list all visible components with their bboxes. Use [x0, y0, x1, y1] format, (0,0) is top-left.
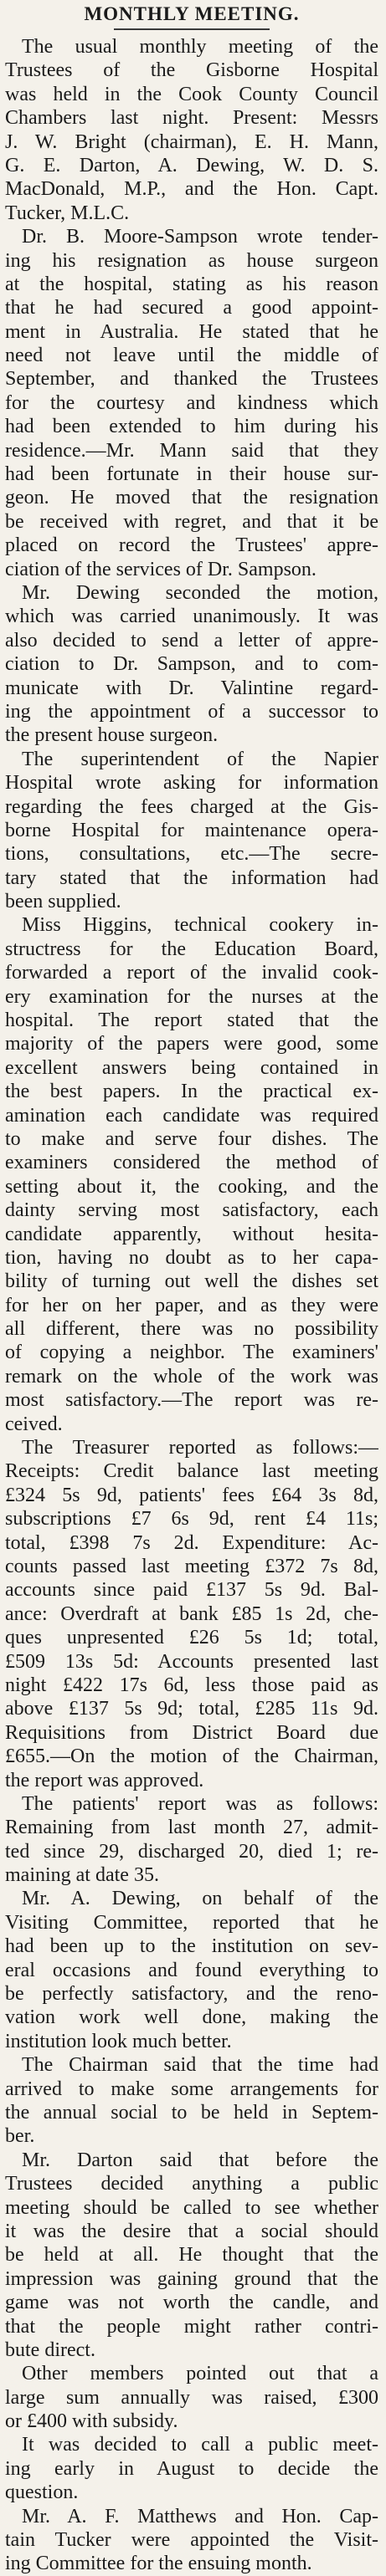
text-line: that he had secured a good appoint-	[5, 297, 378, 319]
text-line: be held at all. He thought that the	[5, 2244, 378, 2267]
text-line: to make and serve four dishes. The	[5, 1127, 378, 1150]
text-line: of copying a neighbor. The examiners'	[5, 1342, 378, 1364]
text-line: had been fortunate in their house sur-	[5, 463, 378, 486]
text-line: structress for the Education Board,	[5, 938, 378, 960]
text-line: was held in the Cook County Council	[5, 83, 378, 105]
text-line: the annual social to be held in Septem-	[5, 2101, 378, 2124]
text-line: total, £398 7s 2d. Expenditure: Ac-	[5, 1531, 378, 1554]
text-line: Remaining from last month 27, admit-	[5, 1817, 378, 1839]
text-line: ceived.	[5, 1413, 63, 1435]
text-line: all different, there was no possibility	[5, 1318, 378, 1341]
text-line: ance: Overdraft at bank £85 1s 2d, che-	[5, 1602, 378, 1625]
article-paragraph	[5, 913, 378, 1436]
text-line: The Treasurer reported as follows:—	[22, 1437, 378, 1459]
text-line: It was decided to call a public meet-	[22, 2434, 378, 2456]
text-line: £655.—On the motion of the Chairman,	[5, 1745, 378, 1768]
text-line: majority of the papers were good, some	[5, 1033, 378, 1055]
text-line: vation work well done, making the	[5, 2006, 378, 2029]
text-line: municate with Dr. Valintine regard-	[5, 677, 378, 699]
text-line: at the hospital, stating as his reason	[5, 273, 378, 295]
article-paragraph	[5, 2149, 378, 2363]
text-line: Other members pointed out that a	[22, 2363, 378, 2385]
text-line: the present house surgeon.	[5, 724, 219, 747]
text-line: The superintendent of the Napier	[22, 748, 378, 770]
text-line: ing the appointment of a successor to	[5, 700, 378, 723]
text-line: geon. He moved that the resignation	[5, 487, 378, 509]
text-line: dainty serving most satisfactory, each	[5, 1199, 378, 1222]
text-line: ment in Australia. He stated that he	[5, 320, 378, 343]
text-line: Mr. Darton said that before the	[22, 2149, 378, 2171]
text-line: Mr. A. F. Matthews and Hon. Cap-	[22, 2505, 378, 2527]
text-line: ques unpresented £26 5s 1d; total,	[5, 1627, 378, 1649]
article-paragraph	[5, 748, 378, 914]
text-line: MacDonald, M.P., and the Hon. Capt.	[5, 178, 378, 201]
text-line: it was the desire that a social should	[5, 2220, 378, 2242]
article-paragraph	[5, 225, 378, 581]
text-line: Chambers last night. Present: Messrs	[5, 107, 378, 130]
text-line: The usual monthly meeting of the	[22, 36, 378, 58]
text-line: most satisfactory.—The report was re-	[5, 1389, 378, 1412]
text-line: subscriptions £7 6s 9d, rent £4 11s;	[5, 1508, 378, 1531]
text-line: ing his resignation as house surgeon	[5, 249, 378, 272]
text-line: need not leave until the middle of	[5, 345, 378, 367]
text-line: borne Hospital for maintenance opera-	[5, 819, 378, 841]
text-line: above £137 5s 9d; total, £285 11s 9d.	[5, 1698, 378, 1720]
text-line: counts passed last meeting £372 7s 8d,	[5, 1556, 378, 1577]
text-line: placed on record the Trustees' appre-	[5, 534, 378, 557]
text-line: forwarded a report of the invalid cook-	[5, 962, 378, 984]
text-line: £324 5s 9d, patients' fees £64 3s 8d,	[5, 1484, 378, 1506]
text-line: Requisitions from District Board due	[5, 1721, 378, 1744]
text-line: ciation of the services of Dr. Sampson.	[5, 558, 317, 580]
text-line: examiners considered the method of	[5, 1152, 378, 1174]
text-line: The patients' report was as follows:	[22, 1792, 378, 1815]
text-line: ciation to Dr. Sampson, and to com-	[5, 653, 378, 676]
text-line: G. E. Darton, A. Dewing, W. D. S.	[5, 154, 378, 176]
text-line: excellent answers being contained in	[5, 1056, 378, 1079]
text-line: setting about it, the cooking, and the	[5, 1175, 378, 1198]
text-line: The Chairman said that the time had	[22, 2054, 378, 2077]
text-line: hospital. The report stated that the	[5, 1009, 378, 1032]
article-paragraph	[5, 1792, 378, 1888]
text-line: be received with regret, and that it be	[5, 510, 378, 533]
article-paragraph	[5, 1887, 378, 2053]
text-line: night £422 17s 6d, less those paid as	[5, 1674, 378, 1696]
article-paragraph	[5, 2433, 378, 2504]
text-line: J. W. Bright (chairman), E. H. Mann,	[5, 130, 378, 153]
text-line: for her on her paper, and as they were	[5, 1294, 378, 1316]
text-line: remark on the whole of the work was	[5, 1365, 378, 1388]
text-line: Hospital wrote asking for information	[5, 772, 378, 795]
text-line: amination each candidate was required	[5, 1104, 378, 1127]
text-line: maining at date 35.	[5, 1864, 159, 1887]
text-line: Mr. Dewing seconded the motion,	[22, 581, 378, 604]
text-line: ery examination for the nurses at the	[5, 985, 378, 1008]
text-line: Visiting Committee, reported that he	[5, 1911, 378, 1934]
text-line: the best papers. In the practical ex-	[5, 1081, 378, 1103]
article-paragraph	[5, 2505, 378, 2576]
text-line: regarding the fees charged at the Gis-	[5, 795, 378, 818]
text-line: £509 13s 5d: Accounts presented last	[5, 1650, 378, 1673]
text-line: tions, consultations, etc.—The secre-	[5, 843, 378, 866]
text-line: the report was approved.	[5, 1769, 204, 1791]
article-body	[5, 35, 378, 2576]
text-line: bility of turning out well the dishes set	[5, 1270, 378, 1293]
text-line: ing Committee for the ensuing month.	[5, 2553, 312, 2575]
article-paragraph	[5, 2362, 378, 2433]
text-line: Trustees decided anything a public	[5, 2173, 378, 2195]
text-line: Trustees of the Gisborne Hospital	[5, 59, 378, 82]
text-line: game was not worth the candle, and	[5, 2292, 378, 2314]
text-line: had been extended to him during his	[5, 416, 378, 438]
text-line: accounts since paid £137 5s 9d. Bal-	[5, 1579, 378, 1602]
text-line: eral occasions and found everything to	[5, 1959, 378, 1981]
text-line: also decided to send a letter of appre-	[5, 629, 378, 652]
text-line: ber.	[5, 2125, 35, 2148]
text-line: Miss Higgins, technical cookery in-	[22, 914, 378, 937]
text-line: ing early in August to decide the	[5, 2457, 378, 2480]
text-line: meeting should be called to see whether	[5, 2196, 378, 2219]
text-line: be perfectly satisfactory, and the reno-	[5, 1983, 378, 2006]
newspaper-article	[5, 0, 378, 2575]
article-paragraph	[5, 35, 378, 225]
text-line: Mr. A. Dewing, on behalf of the	[22, 1888, 378, 1910]
text-line: which was carried unanimously. It was	[5, 606, 378, 628]
text-line: had been up to the institution on sev-	[5, 1935, 378, 1958]
text-line: tion, having no doubt as to her capa-	[5, 1246, 378, 1269]
text-line: candidate apparently, without hesita-	[5, 1223, 378, 1245]
text-line: question.	[5, 2481, 79, 2504]
text-line: bute direct.	[5, 2338, 95, 2361]
text-line: large sum annually was raised, £300	[5, 2386, 378, 2409]
article-paragraph	[5, 2053, 378, 2149]
text-line: tain Tucker were appointed the Visit-	[5, 2529, 378, 2552]
text-line: September, and thanked the Trustees	[5, 368, 378, 391]
headline-rule	[114, 28, 270, 30]
text-line: been supplied.	[5, 891, 121, 913]
text-line: residence.—Mr. Mann said that they	[5, 439, 378, 462]
text-line: Dr. B. Moore-Sampson wrote tender-	[22, 226, 378, 248]
text-line: Tucker, M.L.C.	[5, 202, 130, 224]
text-line: Receipts: Credit balance last meeting	[5, 1460, 378, 1483]
article-headline: MONTHLY MEETING.	[84, 3, 300, 24]
text-line: arrived to make some arrangements for	[5, 2078, 378, 2100]
text-line: or £400 with subsidy.	[5, 2410, 178, 2433]
text-line: that the people might rather contri-	[5, 2315, 378, 2338]
text-line: for the courtesy and kindness which	[5, 391, 378, 414]
text-line: tary stated that the information had	[5, 866, 378, 889]
text-line: impression was gaining ground that the	[5, 2267, 378, 2290]
text-line: institution look much better.	[5, 2030, 232, 2052]
text-line: ted since 29, discharged 20, died 1; re-	[5, 1840, 378, 1863]
article-paragraph	[5, 581, 378, 748]
article-paragraph	[5, 1436, 378, 1792]
